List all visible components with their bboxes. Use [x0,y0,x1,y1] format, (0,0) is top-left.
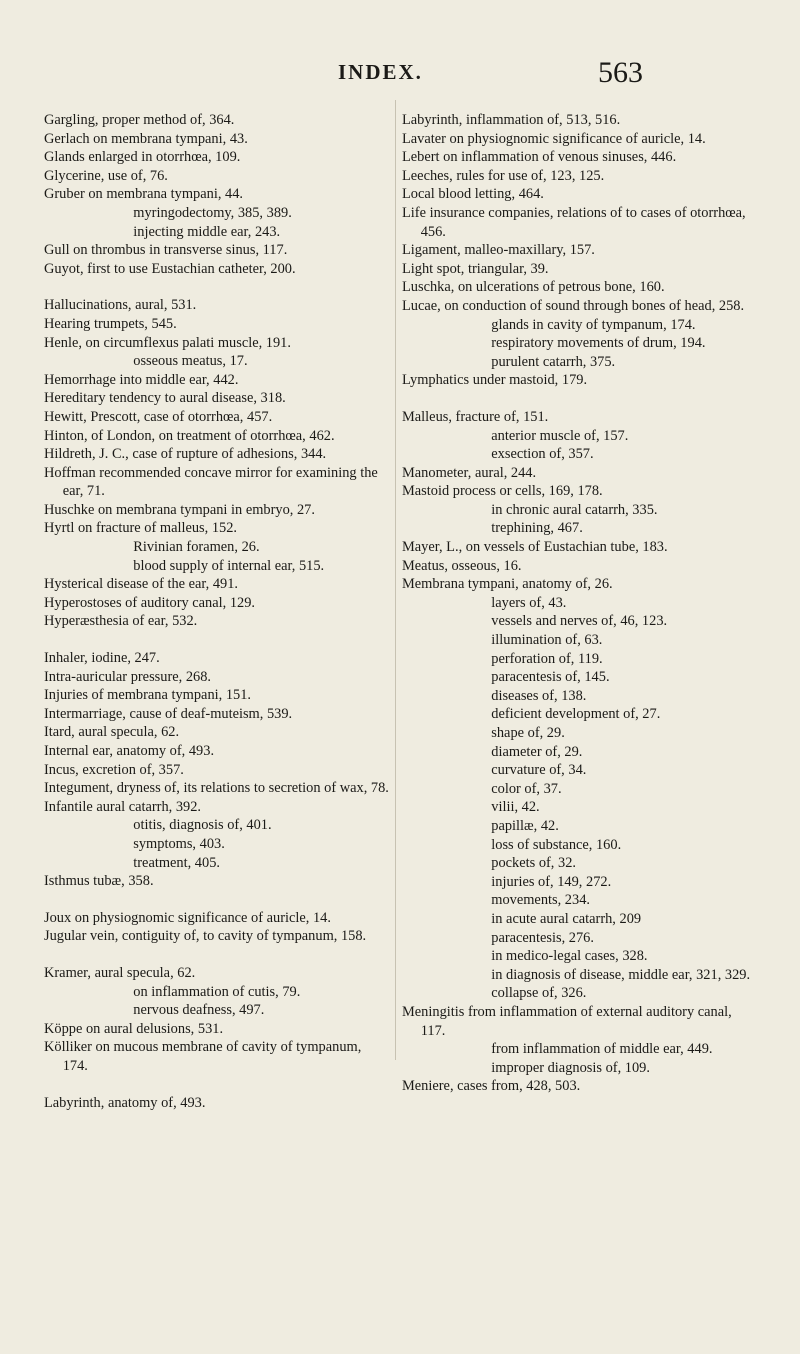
index-entry: Hoffman recommended concave mirror for examining the ear, 71. [44,464,378,500]
index-entry: Membrana tympani, anatomy of, 26. [402,576,613,593]
index-entry: Leeches, rules for use of, 123, 125. [402,167,605,184]
index-entry: Hinton, of London, on treatment of otorrhœa, 462. [44,427,335,444]
index-subentry: osseous meatus, 17. [133,353,248,370]
index-subentry: injecting middle ear, 243. [133,223,281,240]
index-entry: Henle, on circumflexus palati muscle, 191. [44,334,291,351]
index-entry: Gargling, proper method of, 364. [44,112,235,128]
index-entry: Joux on physiognomic significance of auricle, 14. [44,909,331,926]
index-subentry: blood supply of internal ear, 515. [133,557,325,574]
index-entry: Mastoid process or cells, 169, 178. [402,483,603,500]
page-header [0,56,800,96]
index-entry: Manometer, aural, 244. [402,464,537,481]
index-subentry: paracentesis, 276. [491,929,594,946]
index-entry: Luschka, on ulcerations of petrous bone, 160. [402,279,665,296]
index-entry: Hildreth, J. C., case of rupture of adhesions, 344. [44,446,327,463]
running-head: INDEX. [338,60,423,84]
index-subentry: diseases of, 138. [491,687,587,704]
index-subentry: purulent catarrh, 375. [491,353,616,370]
index-subentry: glands in cavity of tympanum, 174. [491,316,696,333]
index-entry: Hyperæsthesia of ear, 532. [44,613,198,630]
index-subentry: papillæ, 42. [491,817,559,834]
index-entry: Glands enlarged in otorrhœa, 109. [44,149,241,166]
index-entry: Hyperostoses of auditory canal, 129. [44,594,256,611]
index-entry: Itard, aural specula, 62. [44,724,180,741]
index-entry: Hallucinations, aural, 531. [44,297,197,314]
index-subentry: color of, 37. [491,780,562,797]
right-index-column [402,111,758,1096]
index-subentry: collapse of, 326. [491,985,587,1002]
index-entry: Mayer, L., on vessels of Eustachian tube, 183. [402,539,668,556]
index-subentry: from inflammation of middle ear, 449. [491,1041,713,1058]
index-subentry: trephining, 467. [491,520,583,537]
index-entry: Hyrtl on fracture of malleus, 152. [44,520,238,537]
index-entry: Integument, dryness of, its relations to secretion of wax, 78. [44,780,389,797]
index-entry: Inhaler, iodine, 247. [44,650,160,667]
index-entry: Gull on thrombus in transverse sinus, 117. [44,242,288,259]
index-subentry: illumination of, 63. [491,632,603,649]
index-entry: Life insurance companies, relations of to cases of otorrhœa, 456. [402,204,746,240]
index-entry: Labyrinth, inflammation of, 513, 516. [402,112,621,128]
index-entry: Local blood letting, 464. [402,186,544,203]
index-entry: Hysterical disease of the ear, 491. [44,576,239,593]
index-subentry: paracentesis of, 145. [491,669,610,686]
index-entry: Meniere, cases from, 428, 503. [402,1078,581,1095]
index-entry: Intra-auricular pressure, 268. [44,668,212,685]
index-entry: Isthmus tubæ, 358. [44,873,154,890]
index-subentry: exsection of, 357. [491,446,594,463]
index-subentry: anterior muscle of, 157. [491,427,629,444]
index-entry: Injuries of membrana tympani, 151. [44,687,252,704]
index-subentry: loss of substance, 160. [491,836,622,853]
index-entry: Malleus, fracture of, 151. [402,408,549,425]
index-entry: Ligament, malleo-maxillary, 157. [402,242,595,259]
index-subentry: movements, 234. [491,892,590,909]
index-subentry: curvature of, 34. [491,762,587,779]
index-subentry: symptoms, 403. [133,835,225,852]
index-entry: Meningitis from inflammation of external auditory canal, 117. [402,1003,732,1039]
index-subentry: perforation of, 119. [491,650,603,667]
index-entry: Glycerine, use of, 76. [44,167,168,184]
index-entry: Gruber on membrana tympani, 44. [44,186,244,203]
index-entry: Infantile aural catarrh, 392. [44,798,202,815]
index-entry: Meatus, osseous, 16. [402,557,522,574]
index-entry: Internal ear, anatomy of, 493. [44,743,215,759]
index-entry: Labyrinth, anatomy of, 493. [44,1094,206,1111]
index-subentry: on inflammation of cutis, 79. [133,983,301,1000]
index-entry: Lymphatics under mastoid, 179. [402,372,588,389]
index-subentry: otitis, diagnosis of, 401. [133,817,272,834]
page-number: 563 [598,56,643,89]
index-subentry: pockets of, 32. [491,855,576,872]
index-entry: Hemorrhage into middle ear, 442. [44,371,239,388]
index-entry: Kölliker on mucous membrane of cavity of tympanum, 174. [44,1039,362,1074]
left-index-column [44,111,389,1112]
index-subentry: respiratory movements of drum, 194. [491,335,706,352]
index-entry: Jugular vein, contiguity of, to cavity of tympanum, 158. [44,928,367,945]
index-entry: Lucae, on conduction of sound through bones of head, 258. [402,297,745,314]
index-subentry: shape of, 29. [491,725,565,741]
index-subentry: vessels and nerves of, 46, 123. [491,613,668,630]
index-subentry: in chronic aural catarrh, 335. [491,501,658,518]
index-entry: Lavater on physiognomic significance of auricle, 14. [402,130,706,147]
index-entry: Guyot, first to use Eustachian catheter, 200. [44,260,296,277]
index-entry: Gerlach on membrana tympani, 43. [44,130,248,147]
index-subentry: treatment, 405. [133,854,220,871]
index-subentry: in acute aural catarrh, 209 [491,910,642,927]
index-entry: Hereditary tendency to aural disease, 318. [44,390,286,407]
index-subentry: Rivinian foramen, 26. [133,539,260,556]
index-subentry: injuries of, 149, 272. [491,873,612,890]
index-subentry: in medico-legal cases, 328. [491,948,648,965]
index-entry: Huschke on membrana tympani in embryo, 27. [44,501,315,518]
index-subentry: layers of, 43. [491,594,567,611]
index-entry: Lebert on inflammation of venous sinuses, 446. [402,149,677,166]
index-entry: Intermarriage, cause of deaf-muteism, 539. [44,705,293,722]
index-entry: Köppe on aural delusions, 531. [44,1020,224,1037]
index-subentry: nervous deafness, 497. [133,1002,265,1019]
index-entry: Kramer, aural specula, 62. [44,964,196,981]
index-entry: Light spot, triangular, 39. [402,260,549,277]
index-subentry: vilii, 42. [491,799,540,816]
index-entry: Hearing trumpets, 545. [44,315,177,332]
index-subentry: in diagnosis of disease, middle ear, 321, 329. [491,966,751,983]
index-subentry: deficient development of, 27. [491,706,661,723]
index-subentry: diameter of, 29. [491,743,583,760]
index-subentry: improper diagnosis of, 109. [491,1059,650,1076]
index-entry: Incus, excretion of, 357. [44,761,184,778]
column-divider [395,100,396,1060]
index-subentry: myringodectomy, 385, 389. [133,204,292,221]
index-entry: Hewitt, Prescott, case of otorrhœa, 457. [44,408,273,425]
